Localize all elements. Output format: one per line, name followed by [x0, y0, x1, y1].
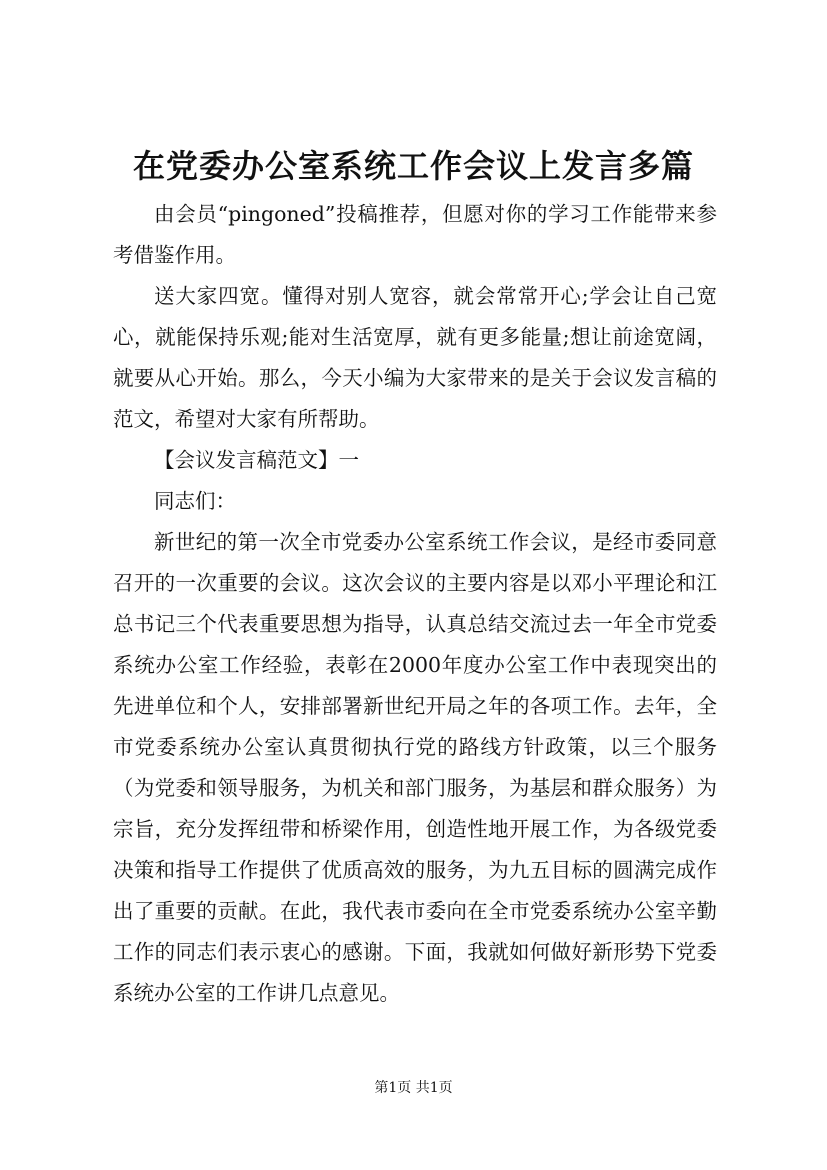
salutation: 同志们：: [154, 489, 236, 513]
intro-paragraph: 由会员“pingoned”投稿推荐，但愿对你的学习工作能带来参考借鉴作用。: [113, 202, 717, 267]
page-footer: 第1页 共1页: [374, 1080, 453, 1096]
section-heading: 【会议发言稿范文】一: [154, 448, 359, 472]
greeting-paragraph: 送大家四宽。懂得对别人宽容，就会常常开心;学会让自己宽心，就能保持乐观;能对生活宽厚，就有更多能量;想让前途宽阔，就要从心开始。那么，今天小编为大家带来的是关于会议发言稿的范文，希望对大家有所帮助。: [113, 284, 717, 431]
document-body: [113, 194, 717, 1014]
speech-paragraph: 新世纪的第一次全市党委办公室系统工作会议，是经市委同意召开的一次重要的会议。这次会议的主要内容是以邓小平理论和江总书记三个代表重要思想为指导，认真总结交流过去一年全市党委系统办公室工作经验，表彰在2000年度办公室工作中表现突出的先进单位和个人，安排部署新世纪开局之年的各项工作。去年，全市党委系统办公室认真贯彻执行党的路线方针政策，以三个服务（为党委和领导服务，为机关和部门服务，为基层和群众服务）为宗旨，充分发挥纽带和桥梁作用，创造性地开展工作，为各级党委决策和指导工作提供了优质高效的服务，为九五目标的圆满完成作出了重要的贡献。在此，我代表市委向在全市党委系统办公室辛勤工作的同志们表示衷心的感谢。下面，我就如何做好新形势下党委系统办公室的工作讲几点意见。: [113, 530, 717, 1005]
document-title: 在党委办公室系统工作会议上发言多篇: [132, 147, 694, 185]
